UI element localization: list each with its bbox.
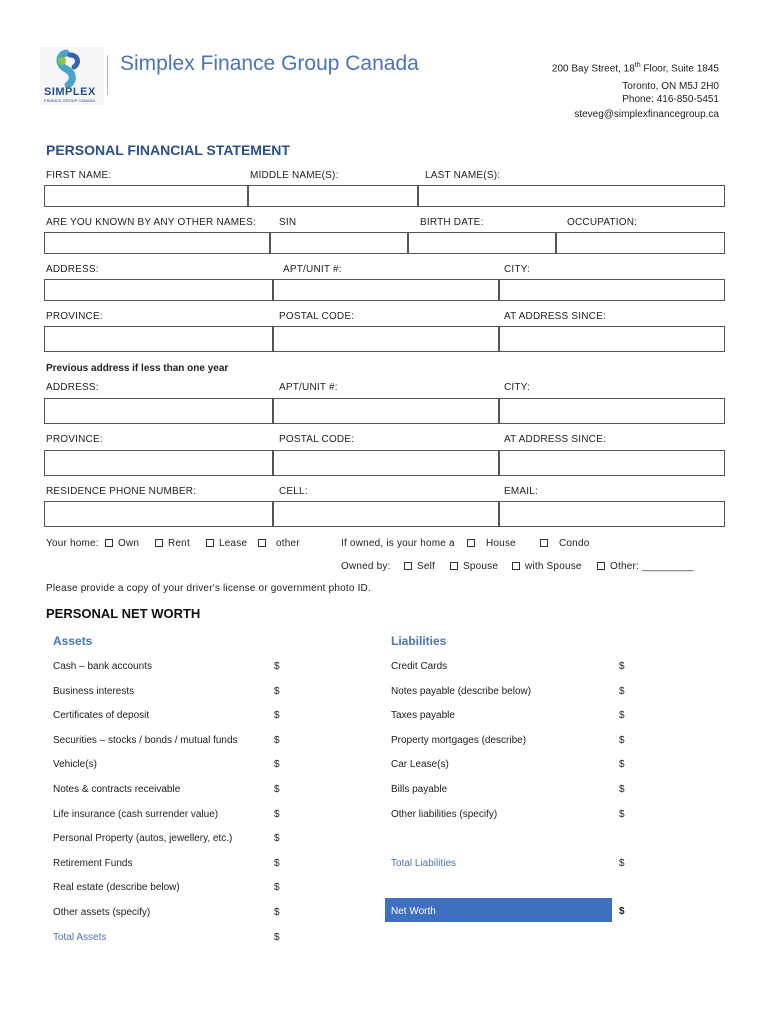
liability-label: Car Lease(s) xyxy=(391,759,449,770)
asset-label: Retirement Funds xyxy=(53,858,133,869)
liability-label: Property mortgages (describe) xyxy=(391,735,527,746)
total-assets-label: Total Assets xyxy=(53,932,107,943)
liability-label: Taxes payable xyxy=(391,710,455,721)
other-home-option[interactable]: other xyxy=(258,538,300,549)
lease-option[interactable]: Lease xyxy=(206,538,247,549)
asset-label: Securities – stocks / bonds / mutual funds xyxy=(53,735,238,746)
lease-checkbox[interactable] xyxy=(206,539,214,547)
province-field[interactable] xyxy=(44,326,273,352)
liability-label: Notes payable (describe below) xyxy=(391,686,532,697)
first-name-label: FIRST NAME: xyxy=(46,170,112,181)
own-option[interactable]: Own xyxy=(105,538,139,549)
city-label: CITY: xyxy=(504,264,531,275)
asset-value[interactable]: $ xyxy=(274,710,280,721)
owned-by-label: Owned by: xyxy=(341,561,391,572)
res-phone-label: RESIDENCE PHONE NUMBER: xyxy=(46,486,197,497)
logo-text: SIMPLEX xyxy=(44,86,96,98)
house-option[interactable]: House xyxy=(467,538,516,549)
liability-value[interactable]: $ xyxy=(619,784,625,795)
asset-label: Real estate (describe below) xyxy=(53,882,180,893)
sin-field[interactable] xyxy=(270,232,408,254)
email-label: EMAIL: xyxy=(504,486,538,497)
middle-name-field[interactable] xyxy=(248,185,418,207)
rent-checkbox[interactable] xyxy=(155,539,163,547)
spouse-checkbox[interactable] xyxy=(450,562,458,570)
res-phone-field[interactable] xyxy=(44,501,273,527)
asset-value[interactable]: $ xyxy=(274,809,280,820)
liability-value[interactable]: $ xyxy=(619,809,625,820)
address-since-field[interactable] xyxy=(499,326,725,352)
apt-label: APT/UNIT #: xyxy=(283,264,342,275)
asset-label: Other assets (specify) xyxy=(53,907,151,918)
prev-province-field[interactable] xyxy=(44,450,273,476)
liabilities-heading: Liabilities xyxy=(391,634,447,648)
asset-value[interactable]: $ xyxy=(274,858,280,869)
prev-address-since-label: AT ADDRESS SINCE: xyxy=(504,434,606,445)
self-checkbox[interactable] xyxy=(404,562,412,570)
net-worth-label: Net Worth xyxy=(391,906,436,917)
asset-label: Personal Property (autos, jewellery, etc.) xyxy=(53,833,233,844)
cell-field[interactable] xyxy=(273,501,499,527)
address-label: ADDRESS: xyxy=(46,264,99,275)
liability-label: Bills payable xyxy=(391,784,448,795)
asset-label: Cash – bank accounts xyxy=(53,661,152,672)
liability-value[interactable]: $ xyxy=(619,661,625,672)
header-divider xyxy=(107,55,108,95)
license-note: Please provide a copy of your driver's license or government photo ID. xyxy=(46,583,371,594)
asset-value[interactable]: $ xyxy=(274,735,280,746)
logo-subtext: FINANCE GROUP CANADA xyxy=(44,98,96,103)
self-option[interactable]: Self xyxy=(404,561,435,572)
prev-province-label: PROVINCE: xyxy=(46,434,103,445)
prev-apt-label: APT/UNIT #: xyxy=(279,382,338,393)
birth-date-label: BIRTH DATE: xyxy=(420,217,484,228)
asset-value[interactable]: $ xyxy=(274,833,280,844)
net-worth-title: PERSONAL NET WORTH xyxy=(46,606,201,621)
prev-postal-code-label: POSTAL CODE: xyxy=(279,434,355,445)
asset-label: Certificates of deposit xyxy=(53,710,150,721)
city-field[interactable] xyxy=(499,279,725,301)
asset-value[interactable]: $ xyxy=(274,759,280,770)
postal-code-label: POSTAL CODE: xyxy=(279,311,355,322)
other-owner-checkbox[interactable] xyxy=(597,562,605,570)
total-assets-value[interactable]: $ xyxy=(274,932,280,943)
occupation-label: OCCUPATION: xyxy=(567,217,638,228)
last-name-field[interactable] xyxy=(418,185,725,207)
prev-city-field[interactable] xyxy=(499,398,725,424)
liability-value[interactable]: $ xyxy=(619,735,625,746)
company-address-line1: 200 Bay Street, 18th Floor, Suite 1845 xyxy=(551,62,719,75)
prev-address-field[interactable] xyxy=(44,398,273,424)
liability-label: Other liabilities (specify) xyxy=(391,809,498,820)
asset-label: Life insurance (cash surrender value) xyxy=(53,809,219,820)
cell-label: CELL: xyxy=(279,486,308,497)
total-liabilities-value[interactable]: $ xyxy=(619,858,625,869)
middle-name-label: MIDDLE NAME(S): xyxy=(250,170,339,181)
prev-address-since-field[interactable] xyxy=(499,450,725,476)
asset-value[interactable]: $ xyxy=(274,686,280,697)
if-owned-label: If owned, is your home a xyxy=(341,538,455,549)
asset-value[interactable]: $ xyxy=(274,882,280,893)
postal-code-field[interactable] xyxy=(273,326,499,352)
company-address-line2: Toronto, ON M5J 2H0 xyxy=(622,81,719,92)
assets-heading: Assets xyxy=(53,634,93,648)
asset-label: Notes & contracts receivable xyxy=(53,784,181,795)
prev-address-label: ADDRESS: xyxy=(46,382,99,393)
liability-label: Credit Cards xyxy=(391,661,448,672)
liability-value[interactable]: $ xyxy=(619,710,625,721)
asset-value[interactable]: $ xyxy=(274,661,280,672)
asset-label: Business interests xyxy=(53,686,135,697)
other-home-checkbox[interactable] xyxy=(258,539,266,547)
apt-field[interactable] xyxy=(273,279,499,301)
other-names-field[interactable] xyxy=(44,232,270,254)
company-phone: Phone: 416-850-5451 xyxy=(622,94,719,105)
with-spouse-option[interactable]: with Spouse xyxy=(512,561,582,572)
prev-apt-field[interactable] xyxy=(273,398,499,424)
spouse-option[interactable]: Spouse xyxy=(450,561,498,572)
first-name-field[interactable] xyxy=(44,185,248,207)
address-field[interactable] xyxy=(44,279,273,301)
company-email: steveg@simplexfinancegroup.ca xyxy=(574,109,719,120)
house-checkbox[interactable] xyxy=(467,539,475,547)
asset-value[interactable]: $ xyxy=(274,907,280,918)
other-owner-option[interactable]: Other: _________ xyxy=(597,561,694,572)
your-home-label: Your home: xyxy=(46,538,99,549)
total-liabilities-label: Total Liabilities xyxy=(391,858,457,869)
condo-checkbox[interactable] xyxy=(540,539,548,547)
birth-date-field[interactable] xyxy=(408,232,556,254)
company-logo xyxy=(40,47,104,105)
address-since-label: AT ADDRESS SINCE: xyxy=(504,311,606,322)
occupation-field[interactable] xyxy=(556,232,725,254)
asset-value[interactable]: $ xyxy=(274,784,280,795)
with-spouse-checkbox[interactable] xyxy=(512,562,520,570)
other-names-label: ARE YOU KNOWN BY ANY OTHER NAMES: xyxy=(46,217,256,228)
sin-label: SIN xyxy=(279,217,297,228)
company-name: Simplex Finance Group Canada xyxy=(120,52,419,75)
liability-value[interactable]: $ xyxy=(619,759,625,770)
net-worth-value[interactable]: $ xyxy=(619,906,625,917)
own-checkbox[interactable] xyxy=(105,539,113,547)
liability-value[interactable]: $ xyxy=(619,686,625,697)
pfs-title: PERSONAL FINANCIAL STATEMENT xyxy=(46,142,290,158)
rent-option[interactable]: Rent xyxy=(155,538,190,549)
province-label: PROVINCE: xyxy=(46,311,103,322)
asset-label: Vehicle(s) xyxy=(53,759,97,770)
previous-address-heading: Previous address if less than one year xyxy=(46,363,229,374)
email-field[interactable] xyxy=(499,501,725,527)
last-name-label: LAST NAME(S): xyxy=(425,170,501,181)
condo-option[interactable]: Condo xyxy=(540,538,589,549)
prev-city-label: CITY: xyxy=(504,382,531,393)
prev-postal-code-field[interactable] xyxy=(273,450,499,476)
